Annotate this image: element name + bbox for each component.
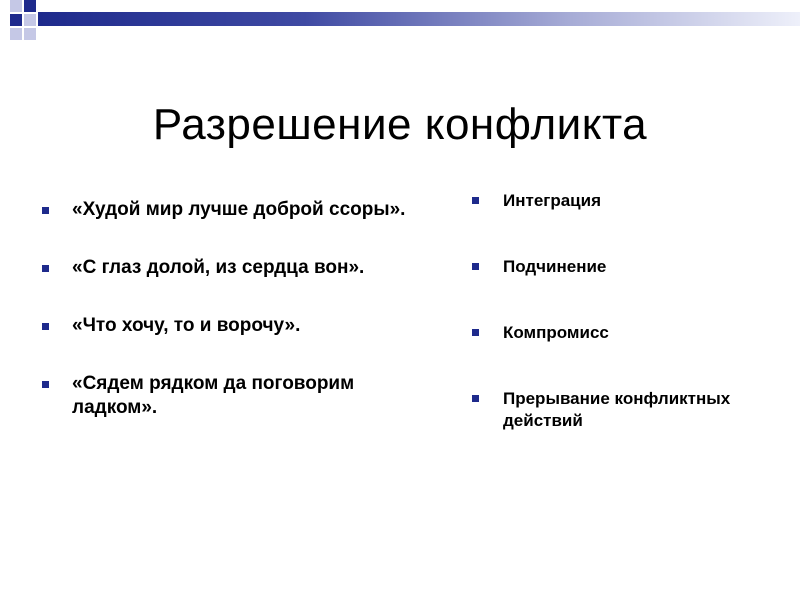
decor-square: [24, 28, 36, 40]
list-item-text: «Сядем рядком да поговорим ладком».: [72, 373, 355, 418]
bullet-square-icon: [42, 207, 49, 214]
decor-square: [24, 0, 36, 12]
list-item-text: «Что хочу, то и ворочу».: [72, 315, 301, 336]
list-item: [40, 372, 425, 420]
decor-square: [24, 14, 36, 26]
list-item-text: «С глаз долой, из сердца вон».: [72, 257, 365, 278]
header-decoration: [0, 0, 800, 50]
strategies-list: [470, 190, 770, 476]
bullet-square-icon: [42, 381, 49, 388]
list-item-text: Интеграция: [503, 191, 602, 210]
list-item-text: Компромисс: [503, 323, 609, 342]
list-item-text: Прерывание конфликтных действий: [503, 389, 731, 430]
header-gradient-bar: [38, 12, 800, 26]
slide-title: Разрешение конфликта: [152, 100, 648, 149]
list-item: [470, 388, 770, 432]
list-item: [470, 322, 770, 344]
bullet-square-icon: [472, 263, 479, 270]
list-item: [470, 190, 770, 212]
list-item-text: Подчинение: [503, 257, 607, 276]
list-item: [40, 198, 425, 222]
list-item: [40, 314, 425, 338]
proverbs-list: [40, 198, 425, 454]
bullet-square-icon: [42, 323, 49, 330]
decor-square: [10, 0, 22, 12]
bullet-square-icon: [472, 329, 479, 336]
list-item: [470, 256, 770, 278]
list-item-text: «Худой мир лучше доброй ссоры».: [72, 199, 406, 220]
bullet-square-icon: [472, 197, 479, 204]
list-item: [40, 256, 425, 280]
bullet-square-icon: [42, 265, 49, 272]
bullet-square-icon: [472, 395, 479, 402]
decor-square: [10, 14, 22, 26]
decor-square: [10, 28, 22, 40]
